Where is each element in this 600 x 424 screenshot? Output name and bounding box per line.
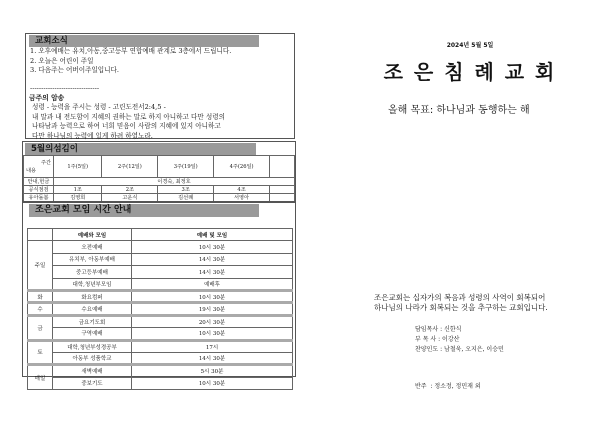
corner-bottom: 내용 — [26, 168, 37, 174]
meeting-table — [27, 228, 293, 390]
cell: 2조 — [102, 186, 158, 194]
corner-cell — [24, 156, 54, 178]
mission-statement — [374, 293, 548, 313]
day-cell: 화 — [28, 290, 53, 302]
news-item: 2. 오늘은 어린이 주일 — [30, 56, 94, 65]
cell: 3조 — [158, 186, 214, 194]
corner-top: 주간 — [40, 160, 51, 166]
week-header: 1주(5일) — [54, 156, 102, 178]
recite-line: 성령 - 능력을 주시는 성령 - 고린도전서2:4,5 - — [32, 103, 166, 111]
cell: 김영희 — [54, 194, 102, 202]
mission-line: 조은교회는 십자가의 복음과 성령의 사역이 회복되어 — [374, 293, 546, 302]
meeting-name: 유치부, 아동부예배 — [53, 253, 132, 265]
accompanist: 반주 : 정소정, 정민재 외 — [415, 383, 481, 390]
meeting-name: 중고등부예배 — [53, 266, 132, 278]
empty-cell — [270, 156, 295, 178]
meeting-name: 새벽예배 — [53, 365, 132, 377]
year-goal: 올해 목표: 하나님과 동행하는 해 — [388, 105, 530, 116]
meeting-name: 금요기도회 — [53, 315, 132, 327]
meeting-row — [28, 241, 293, 253]
staff-list — [415, 325, 504, 355]
meeting-name: 수요예배 — [53, 303, 132, 315]
cell — [270, 186, 295, 194]
meeting-time: 5시 30분 — [132, 365, 293, 377]
meeting-row — [28, 303, 293, 315]
meeting-row — [28, 365, 293, 377]
recite-line: 내 말과 내 전도함이 지혜의 권하는 말로 하지 아니하고 다만 성령의 — [32, 112, 225, 121]
meeting-row — [28, 253, 293, 265]
meeting-row — [28, 290, 293, 302]
meeting-time: 19시 30분 — [132, 303, 293, 315]
meeting-time: 14시 30분 — [132, 253, 293, 265]
day-cell: 수 — [28, 303, 53, 315]
recite-title: 금주의 암송 — [29, 94, 65, 102]
meeting-name: 대학,청년부모임 — [53, 278, 132, 290]
servers-table-box — [22, 141, 296, 203]
staff-line: 부 목 사 : 이강산 — [415, 336, 460, 343]
meeting-row — [28, 328, 293, 340]
meeting-time: 14시 30분 — [132, 266, 293, 278]
day-cell: 매일 — [28, 365, 53, 390]
servers-table — [23, 155, 295, 202]
row-label: 공식점검 — [24, 186, 54, 194]
cell: 서영아 — [214, 194, 270, 202]
recite-line: 다만 하나님의 능력에 있게 하려 하였노라. — [32, 131, 153, 140]
meeting-time: 10시 30분 — [132, 377, 293, 389]
col-header: 예배 및 모임 — [132, 229, 293, 241]
news-item: 3. 다음주는 어버이주일입니다. — [30, 66, 120, 74]
meeting-row — [28, 352, 293, 364]
week-header: 3주(19일) — [158, 156, 214, 178]
col-header: 예배와 모임 — [53, 229, 132, 241]
cell: 4조 — [214, 186, 270, 194]
news-title: 교회소식 — [29, 35, 259, 47]
staff-line: 찬양인도 : 남철욱, 오지은, 이승민 — [415, 346, 504, 353]
bulletin-date: 2024년 5월 5일 — [446, 42, 494, 49]
meeting-row — [28, 315, 293, 327]
day-cell: 토 — [28, 340, 53, 365]
row-label: 안내,헌금 — [24, 178, 54, 186]
day-cell: 주일 — [28, 241, 53, 291]
cell: 1조 — [54, 186, 102, 194]
divider: ------------------------------- — [30, 83, 100, 92]
meeting-row — [28, 377, 293, 389]
meeting-time: 10시 30분 — [132, 328, 293, 340]
meeting-name: 대학,청년부성경공부 — [53, 340, 132, 352]
meeting-times-box — [22, 201, 296, 388]
meeting-time: 17시 — [132, 340, 293, 352]
cell: 고운식 — [102, 194, 158, 202]
meeting-time: 20시 30분 — [132, 315, 293, 327]
church-news-box — [25, 33, 295, 139]
merged-cell: 이경숙, 최정호 — [54, 178, 295, 186]
recite-line: 나타남과 능력으로 하여 너희 믿음이 사람의 지혜에 있지 아니하고 — [32, 122, 221, 130]
meeting-time: 10시 30분 — [132, 241, 293, 253]
staff-line: 담임목사 : 신한식 — [415, 326, 462, 333]
meeting-name: 구역예배 — [53, 328, 132, 340]
mission-line: 하나님의 나라가 회복되는 것을 추구하는 교회입니다. — [374, 303, 548, 312]
meeting-time: 10시 30분 — [132, 290, 293, 302]
meeting-name: 오전예배 — [53, 241, 132, 253]
church-name: 조 은 침 례 교 회 — [383, 60, 557, 84]
meeting-name: 아동부 성품학교 — [53, 352, 132, 364]
meeting-row — [28, 266, 293, 278]
meeting-name: 화요컴퍼 — [53, 290, 132, 302]
meeting-title: 조은교회 모임 시간 안내 — [29, 204, 259, 217]
meeting-row — [28, 340, 293, 352]
news-item: 1. 오후예배는 유치,아동,중고등부 연합예배 관계로 3층에서 드립니다. — [30, 47, 232, 55]
meeting-time: 예배후 — [132, 278, 293, 290]
cell: 김선례 — [158, 194, 214, 202]
day-cell: 금 — [28, 315, 53, 340]
row-label: 유아돌봄 — [24, 194, 54, 202]
meeting-name: 중보기도 — [53, 377, 132, 389]
week-header: 2주(12일) — [102, 156, 158, 178]
meeting-row — [28, 278, 293, 290]
week-header: 4주(26일) — [214, 156, 270, 178]
empty-cell — [28, 229, 53, 241]
meeting-time: 14시 30분 — [132, 352, 293, 364]
servers-title: 5월의섬김이 — [25, 143, 256, 155]
